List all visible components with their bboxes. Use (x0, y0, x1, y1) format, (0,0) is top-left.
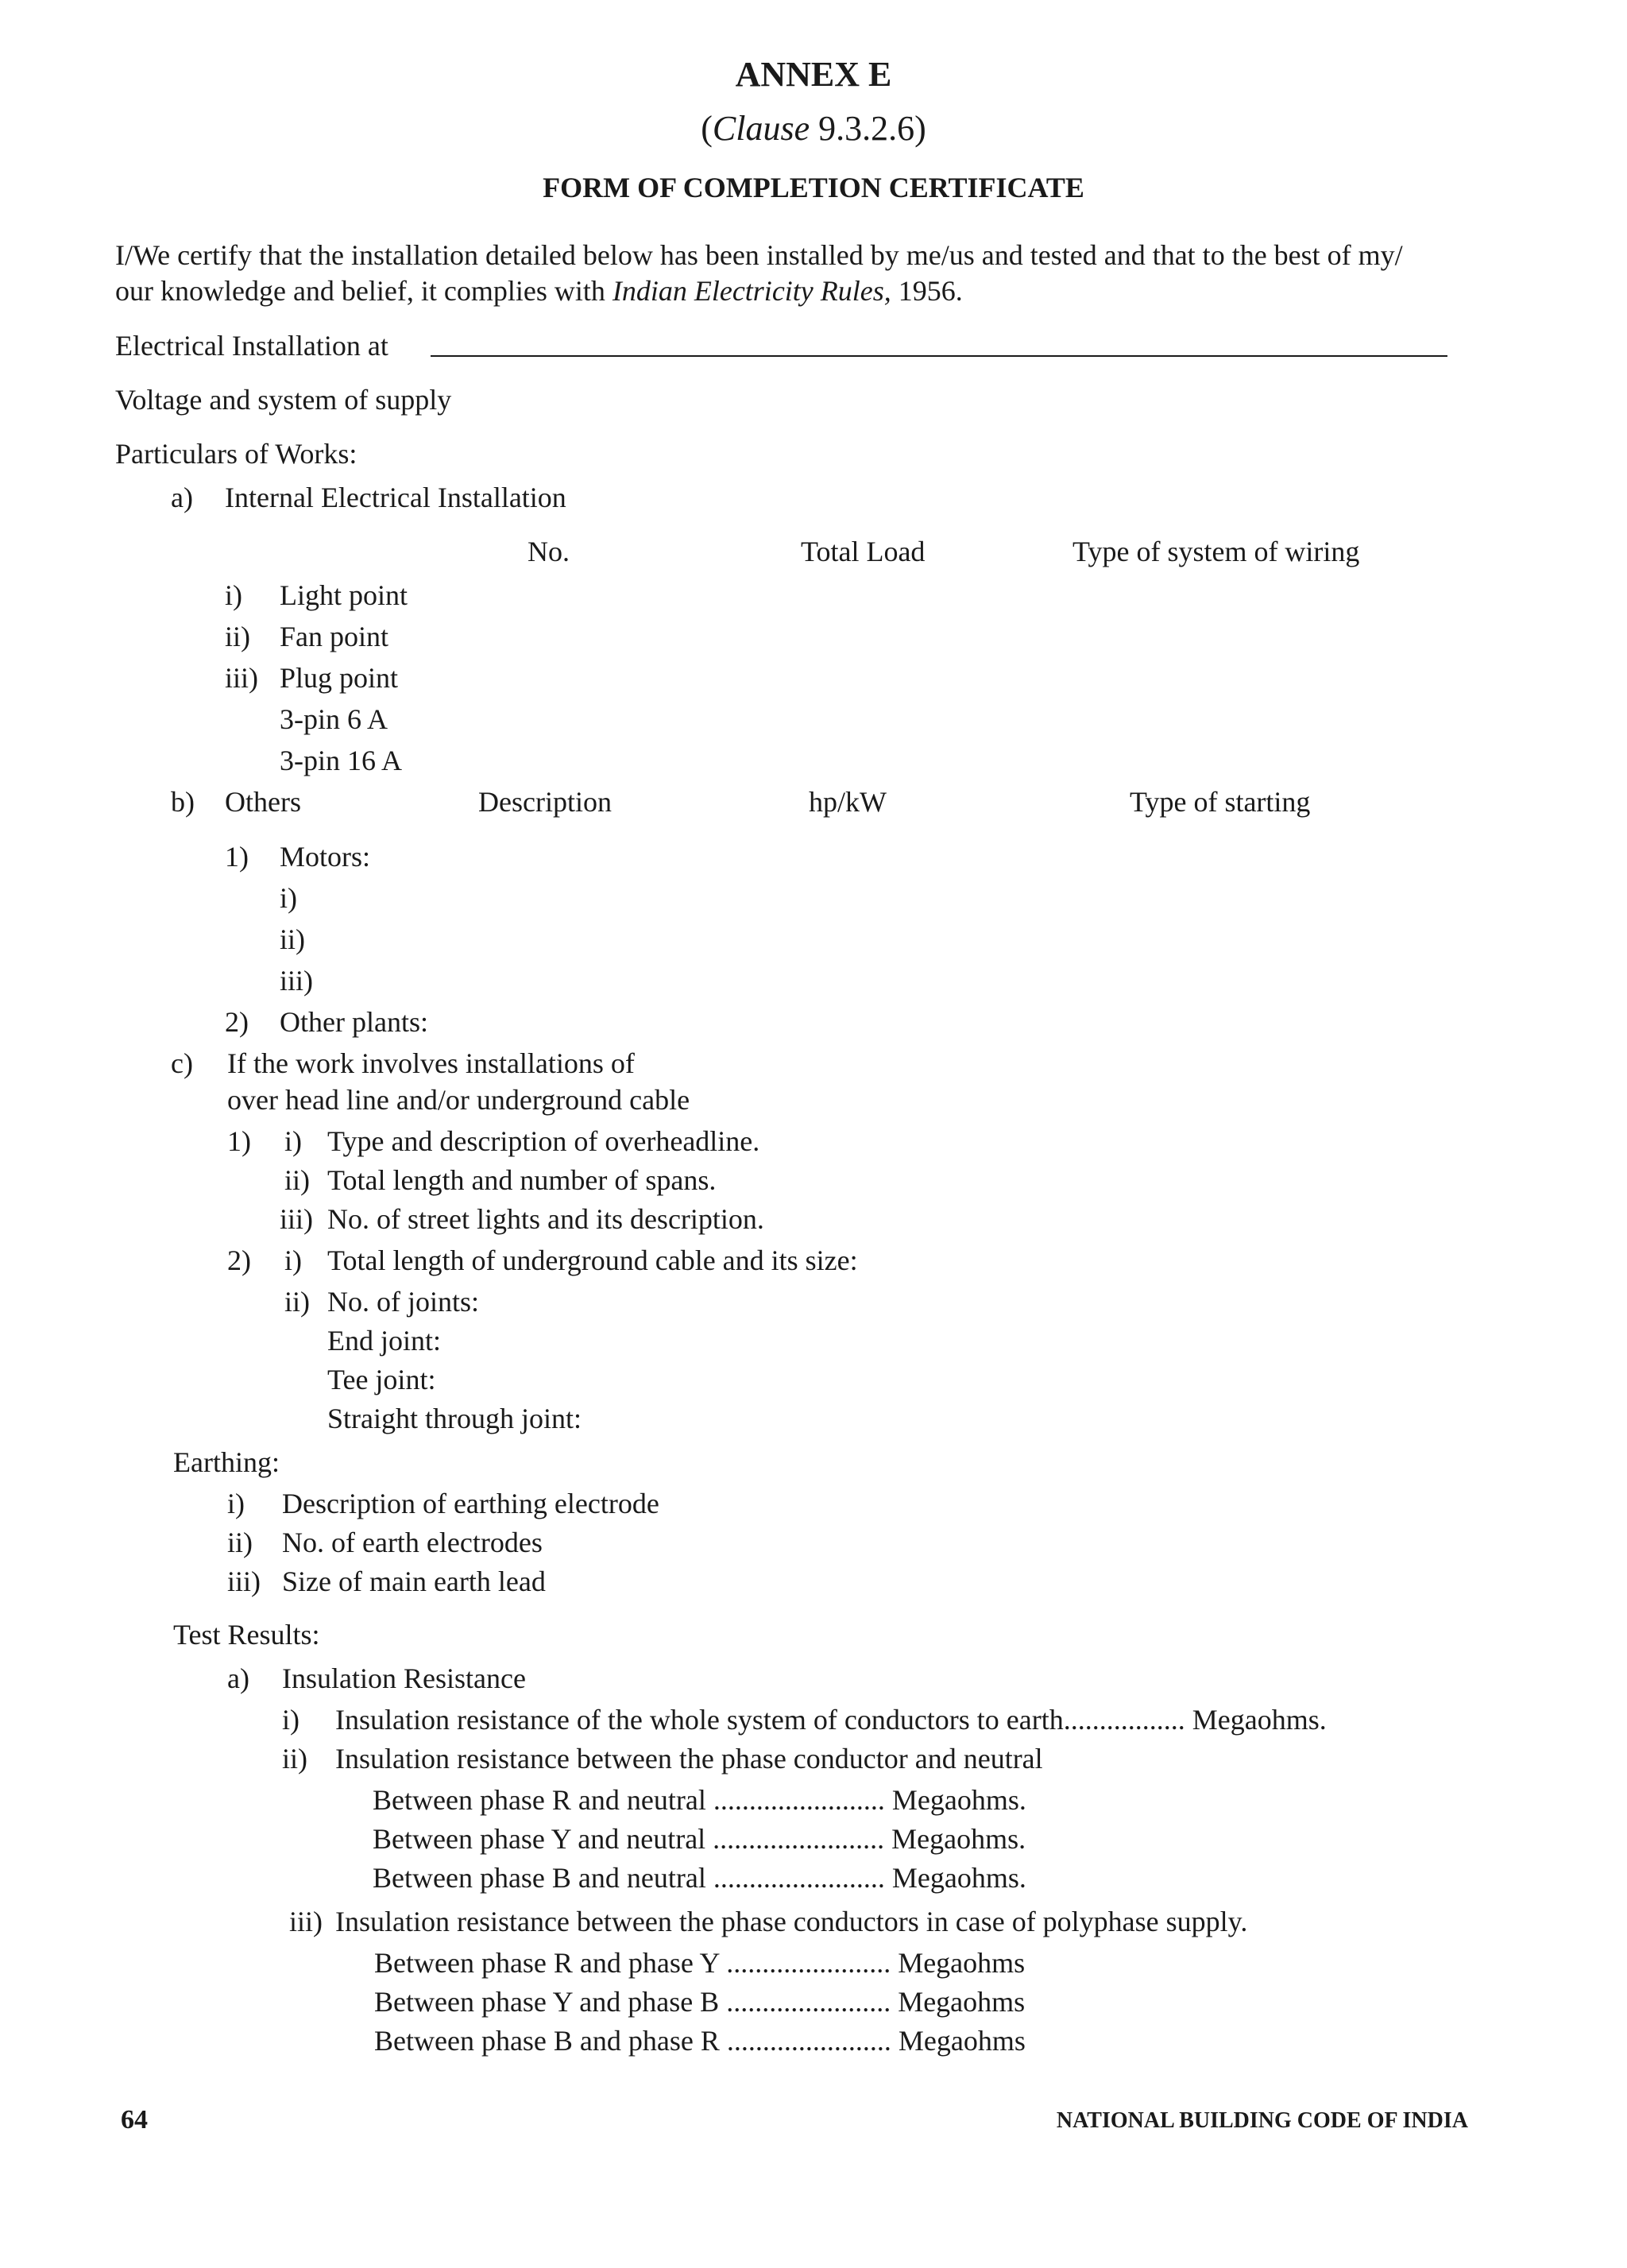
page-number: 64 (121, 2105, 148, 2134)
rules-citation: Indian Electricity Rules, (612, 275, 891, 307)
list-marker: i) (225, 579, 242, 611)
insulation-resistance-label: Insulation Resistance (282, 1662, 526, 1694)
earthing-label: Earthing: (173, 1446, 280, 1478)
installation-at-label: Electrical Installation at (115, 330, 388, 362)
street-lights-label: No. of street lights and its description. (327, 1203, 764, 1235)
clause-reference: (Clause 9.3.2.6) (701, 109, 926, 148)
list-marker: ii) (284, 1286, 310, 1318)
list-marker: 1) (227, 1125, 251, 1157)
overhead-line-type-label: Type and description of overheadline. (327, 1125, 760, 1157)
item-marker: a) (171, 482, 193, 513)
phase-y-neutral-line: Between phase Y and neutral ........................ Megaohms. (373, 1823, 1026, 1855)
overhead-intro-line-2: over head line and/or underground cable (227, 1084, 690, 1116)
form-title: FORM OF COMPLETION CERTIFICATE (543, 172, 1084, 203)
list-marker: i) (284, 1125, 302, 1157)
list-marker: ii) (227, 1527, 253, 1558)
main-earth-lead-size-label: Size of main earth lead (282, 1566, 546, 1597)
col-header-no: No. (528, 536, 570, 567)
phase-r-neutral-line: Between phase R and neutral ........................ Megaohms. (373, 1784, 1026, 1816)
list-marker: i) (284, 1244, 302, 1276)
col-header-hp-kw: hp/kW (809, 786, 887, 818)
motors-label: Motors: (280, 841, 371, 873)
plug-point-label: Plug point (280, 662, 399, 694)
voltage-label: Voltage and system of supply (115, 384, 452, 416)
light-point-label: Light point (280, 579, 408, 611)
plug-16a-label: 3-pin 16 A (280, 745, 403, 776)
col-header-starting-type: Type of starting (1130, 786, 1311, 818)
list-marker: iii) (227, 1566, 261, 1597)
earth-electrodes-count-label: No. of earth electrodes (282, 1527, 543, 1558)
list-marker: iii) (289, 1906, 323, 1937)
tee-joint-label: Tee joint: (327, 1364, 436, 1395)
certify-text: our knowledge and belief, it complies with (115, 275, 613, 307)
installation-at-blank[interactable] (431, 355, 1447, 357)
certify-line-1: I/We certify that the installation detailed below has been installed by me/us and tested and that to the best of my/ (115, 239, 1403, 271)
motor-item: i) (280, 882, 297, 914)
phase-r-phase-y-line: Between phase R and phase Y ....................... Megaohms (374, 1947, 1026, 1979)
item-marker: b) (171, 786, 195, 818)
item-marker: c) (171, 1047, 193, 1079)
list-marker: 1) (225, 841, 249, 873)
plug-6a-label: 3-pin 6 A (280, 703, 388, 735)
col-header-total-load: Total Load (801, 536, 926, 567)
list-marker: iii) (225, 662, 258, 694)
item-marker: a) (227, 1662, 249, 1694)
phase-neutral-insulation-label: Insulation resistance between the phase conductor and neutral (335, 1743, 1043, 1775)
other-plants-label: Other plants: (280, 1006, 428, 1038)
phase-phase-insulation-label: Insulation resistance between the phase conductors in case of polyphase supply. (335, 1906, 1248, 1937)
list-marker: i) (227, 1488, 245, 1519)
list-marker: ii) (284, 1164, 310, 1196)
col-header-wiring-type: Type of system of wiring (1072, 536, 1360, 567)
others-label: Others (225, 786, 301, 818)
particulars-label: Particulars of Works: (115, 438, 357, 470)
motor-item: iii) (280, 965, 313, 997)
earthing-electrode-description-label: Description of earthing electrode (282, 1488, 659, 1519)
list-marker: 2) (227, 1244, 251, 1276)
internal-installation-label: Internal Electrical Installation (225, 482, 566, 513)
list-marker: ii) (225, 621, 250, 652)
rules-year: 1956. (891, 275, 963, 307)
straight-through-joint-label: Straight through joint: (327, 1403, 582, 1434)
list-marker: 2) (225, 1006, 249, 1038)
clause-word: Clause (712, 109, 810, 148)
phase-b-neutral-line: Between phase B and neutral ........................ Megaohms. (373, 1862, 1026, 1894)
motor-item: ii) (280, 923, 305, 955)
overhead-intro-line-1: If the work involves installations of (227, 1047, 635, 1079)
end-joint-label: End joint: (327, 1325, 441, 1357)
col-header-description: Description (478, 786, 612, 818)
list-marker: i) (282, 1704, 300, 1736)
publication-title: NATIONAL BUILDING CODE OF INDIA (1056, 2108, 1468, 2133)
phase-y-phase-b-line: Between phase Y and phase B ....................... Megaohms (374, 1986, 1026, 2018)
underground-cable-label: Total length of underground cable and its size: (327, 1244, 858, 1276)
list-marker: iii) (280, 1203, 313, 1235)
fan-point-label: Fan point (280, 621, 389, 652)
phase-b-phase-r-line: Between phase B and phase R ....................... Megaohms (374, 2025, 1026, 2057)
overhead-length-spans-label: Total length and number of spans. (327, 1164, 717, 1196)
clause-number: 9.3.2.6 (818, 109, 915, 148)
whole-system-insulation-line: Insulation resistance of the whole system of conductors to earth................. Megaohms. (335, 1704, 1327, 1736)
number-of-joints-label: No. of joints: (327, 1286, 480, 1318)
certify-line-2 (115, 277, 963, 305)
annex-title: ANNEX E (735, 55, 892, 94)
list-marker: ii) (282, 1743, 307, 1775)
test-results-label: Test Results: (173, 1619, 320, 1651)
